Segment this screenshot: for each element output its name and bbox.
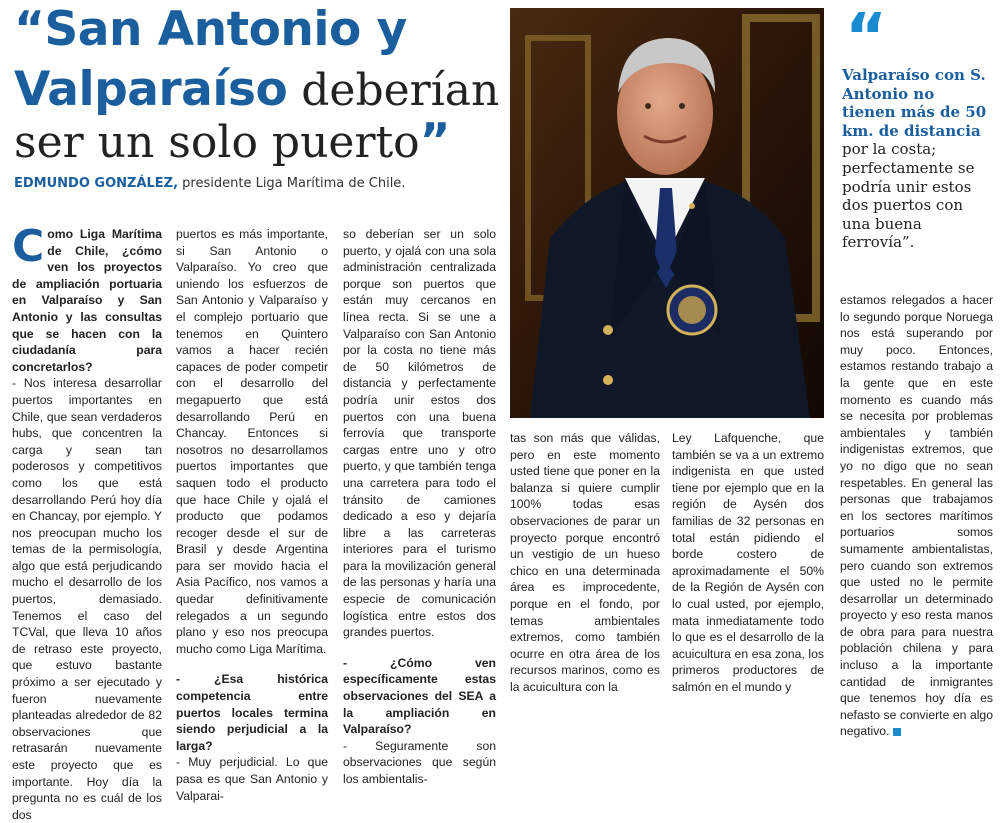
interview-answer-3-end: estamos relegados a hacer lo segundo porque Noruega nos está superando por muy poco. Entonces, estamos restando trabajo a la gente que en este momento es cuando más se necesita por problemas ambientales y también indigenistas extremos, que yo no digo que no sean respetables. En general las personas que trabajamos en los sectores marítimos portuarios somos sumamente ambientalistas, pero cuando son extremos que usted no le permite desarrollar un determinado proyecto y eso resta manos de obra para para nuestra población chilena y para incluso a la importante cantidad de inmigrantes que tenemos hoy día es nefasto se convierte en algo negativo. — [840, 293, 993, 739]
byline — [14, 176, 405, 191]
interview-question-2: - ¿Esa histórica competencia entre puertos locales termina siendo perjudicial a la larga? — [176, 672, 328, 753]
article-column-4 — [510, 430, 660, 694]
interview-answer-1: - Nos interesa desarrollar puertos importantes en Chile, que sean verdaderos hubs, que concentren la carga y sean tan poderosos y competitivos como los que está desarrollando Perú hoy día en Chancay, por ejemplo. Y nos preocupan mucho los temas de la permisología, algo que está perjudicando mucho el desarrollo de los puertos, demasiado. Tenemos el caso del TCVal, que lleva 10 años de retraso este proyecto, que estuvo bastante próximo a ser ejecutado y fueron nuevamente planteadas alrededor de 82 observaciones que retrasarán nuevamente este proyecto que es importante. Hoy día la pregunta no es cuál de los dos — [12, 376, 162, 822]
headline-bold-word: Valparaíso — [14, 62, 288, 117]
pull-quote — [842, 66, 992, 252]
interview-question-1: omo Liga Marítima de Chile, ¿cómo ven los proyectos de ampliación portuaria en Valparaíso y San Antonio y las consultas que se hacen con la ciudadanía para concretarlos? — [12, 227, 162, 374]
interview-answer-2-cont: so deberían ser un solo puerto, y ojalá con una sola administración centralizada porque son puertos que están muy cercanos en línea recta. Si se une a Valparaíso con San Antonio por la costa no tiene más de 50 kilómetros de distancia y perfectamente podría unir estos dos puertos con una buena ferrovía que transporte cargas entre uno y otro puerto, y que también tenga una carretera para todo el tránsito de camiones dedicado a eso y dejaría libre a las carreteras interiores para el turismo para la movilización general de las personas y haría una especie de comunicación logística entre estos dos grandes puertos. — [343, 227, 496, 640]
byline-name: EDMUNDO GONZÁLEZ, — [14, 176, 179, 191]
interview-answer-3: - Seguramente son observaciones que según los ambientalis- — [343, 738, 496, 786]
open-quote-icon: “ — [845, 1, 888, 75]
article-column-6 — [840, 292, 993, 739]
headline-close-quote: ” — [419, 114, 451, 169]
interview-question-3: - ¿Cómo ven específicamente estas observaciones del SEA a la ampliación en Valparaíso? — [343, 655, 496, 737]
article-column-2 — [176, 226, 328, 803]
byline-role: presidente Liga Marítima de Chile. — [178, 176, 406, 191]
interview-answer-2: - Muy perjudicial. Lo que pasa es que San Antonio y Valparai- — [176, 755, 328, 803]
dropcap: C — [12, 221, 45, 272]
article-column-5 — [672, 430, 824, 694]
headline-line-3-text: ser un solo puerto — [14, 117, 420, 168]
headline-line-1: “San Antonio y — [14, 2, 407, 57]
pull-quote-rest: por la costa; perfectamente se podría unir estos dos puertos con una buena ferrovía”. — [842, 140, 975, 252]
article-column-1 — [12, 221, 162, 822]
headline-line-2-rest: deberían — [287, 65, 500, 116]
portrait-photo — [510, 8, 824, 418]
interview-answer-3-cont-2: Ley Lafquenche, que también se va a un extremo indigenista en que usted tiene por ejemplo que en la región de Aysén dos familias de 32 personas en total están pidiendo el borde costero de aproximadamente el 50% de la Región de Aysén con lo cual usted, por ejemplo, mata inmediatamente todo lo que es el desarrollo de la acuicultura en esa zona, los primeros productores de salmón en el mundo y — [672, 431, 824, 694]
interview-answer-3-cont: tas son más que válidas, pero en este momento usted tiene que poner en la balanza si quiere cumplir 100% todas esas observaciones de parar un proyecto porque encontró un vestigio de un hueso chico en una determinada área es improcedente, porque en el fondo, por temas ambientales extremos, como también ocurre en otra área de los recursos marinos, como es la acuicultura con la — [510, 431, 660, 694]
article-column-3 — [343, 226, 496, 786]
headline-line-3 — [14, 114, 451, 180]
pull-quote-highlight: Valparaíso con S. Antonio no tienen más de 50 km. de distancia — [842, 66, 987, 140]
interview-answer-1-cont: puertos es más importante, si San Antonio o Valparaíso. Yo creo que uniendo los esfuerzos de San Antonio y Valparaíso y el complejo portuario que tenemos en Quintero vamos a hacer recién capaces de poder competir con el desarrollo del megapuerto que está desarrollando Perú en Chancay. Entonces si nosotros no desarrollamos puertos importantes que saquen todo el producto que hace Chile y ojalá el producto que podamos recoger desde el sur de Brasil y desde Argentina para ser movido hacia el Asia Pacífico, nos vamos a quedar definitivamente relegados a un segundo plano y eso nos preocupa mucho como Liga Marítima. — [176, 227, 328, 656]
portrait-illustration — [510, 8, 824, 418]
end-of-article-square-icon — [893, 728, 901, 736]
